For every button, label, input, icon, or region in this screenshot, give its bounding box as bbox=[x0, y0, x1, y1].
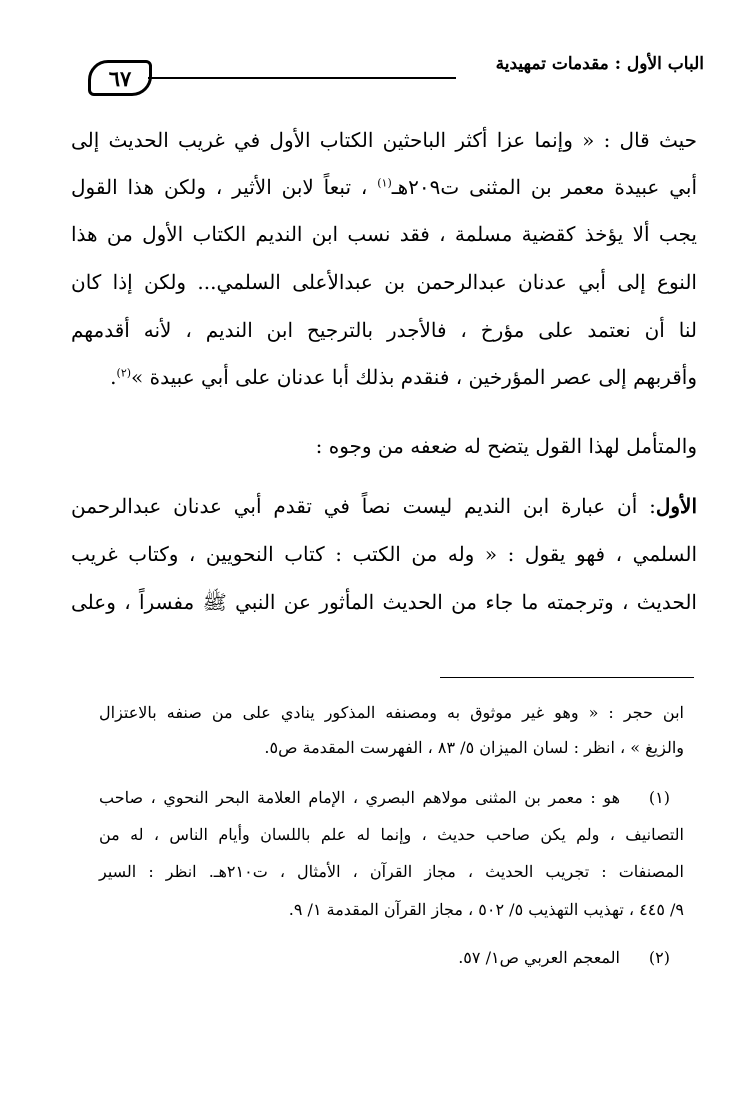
running-title: الباب الأول : مقدمات تمهيدية bbox=[495, 54, 704, 74]
footnote-ref: (١) bbox=[377, 176, 392, 190]
footnote-marker: (١) bbox=[648, 788, 670, 807]
footnote-line: ٩/ ٤٤٥ ، تهذيب التهذيب ٥/ ٥٠٢ ، مجاز القرآن المقدمة ١/ ٩. bbox=[288, 900, 684, 919]
point-label: الأول bbox=[655, 494, 697, 518]
body-line: الحديث ، وترجمته ما جاء من الحديث المأثور عن النبي ﷺ مفسراً ، وعلى bbox=[71, 590, 697, 614]
page-number: ٦٧ bbox=[108, 65, 132, 91]
body-line: لنا أن نعتمد على مؤرخ ، فالأجدر بالترجيح ابن النديم ، لأنه أقدمهم bbox=[71, 318, 697, 342]
body-line-text: . bbox=[110, 365, 117, 389]
footnote-line: المعجم العربي ص١/ ٥٧. bbox=[458, 948, 620, 967]
body-line bbox=[71, 365, 697, 390]
footnote-line: المصنفات : تجريب الحديث ، مجاز القرآن ، الأمثال ، ت٢١٠هـ. انظر : السير bbox=[99, 862, 684, 881]
footnote-rule bbox=[440, 677, 694, 678]
footnote-line: التصانيف ، ولم يكن صاحب حديث ، وإنما له علم باللسان وأيام الناس ، له من bbox=[99, 825, 684, 844]
body-line bbox=[71, 175, 697, 200]
body-line bbox=[71, 494, 697, 519]
page-number-frame bbox=[88, 60, 152, 96]
footnote-line: هو : معمر بن المثنى مولاهم البصري ، الإمام العلامة البحر النحوي ، صاحب bbox=[99, 788, 620, 807]
body-line-text: أبي عبيدة معمر بن المثنى ت٢٠٩هـ bbox=[391, 175, 697, 199]
body-line: والمتأمل لهذا القول يتضح له ضعفه من وجوه : bbox=[315, 434, 697, 458]
body-line-text: : أن عبارة ابن النديم ليست نصاً في تقدم أبي عدنان عبدالرحمن bbox=[71, 494, 656, 518]
footnote-line: والزيغ » ، انظر : لسان الميزان ٥/ ٨٣ ، الفهرست المقدمة ص٥. bbox=[264, 738, 684, 757]
running-head bbox=[88, 48, 704, 98]
body-line: السلمي ، فهو يقول : « وله من الكتب : كتاب النحويين ، وكتاب غريب bbox=[71, 542, 697, 566]
body-line: يجب ألا يؤخذ كقضية مسلمة ، فقد نسب ابن النديم الكتاب الأول من هذا bbox=[71, 222, 697, 246]
body-line: حيث قال : « وإنما عزا أكثر الباحثين الكتاب الأول في غريب الحديث إلى bbox=[71, 128, 697, 152]
footnote-line: ابن حجر : « وهو غير موثوق به ومصنفه المذكور ينادي على من صنفه بالاعتزال bbox=[99, 703, 684, 722]
body-line-text: ، تبعاً لابن الأثير ، ولكن هذا القول bbox=[71, 175, 378, 199]
body-line: النوع إلى أبي عدنان عبدالرحمن بن عبدالأعلى السلمي... ولكن إذا كان bbox=[71, 270, 697, 294]
body-line-text: وأقربهم إلى عصر المؤرخين ، فنقدم بذلك أبا عدنان على أبي عبيدة » bbox=[131, 365, 697, 389]
header-rule bbox=[148, 77, 456, 79]
footnote-marker: (٢) bbox=[648, 948, 670, 967]
footnote-ref: (٢) bbox=[116, 366, 132, 380]
